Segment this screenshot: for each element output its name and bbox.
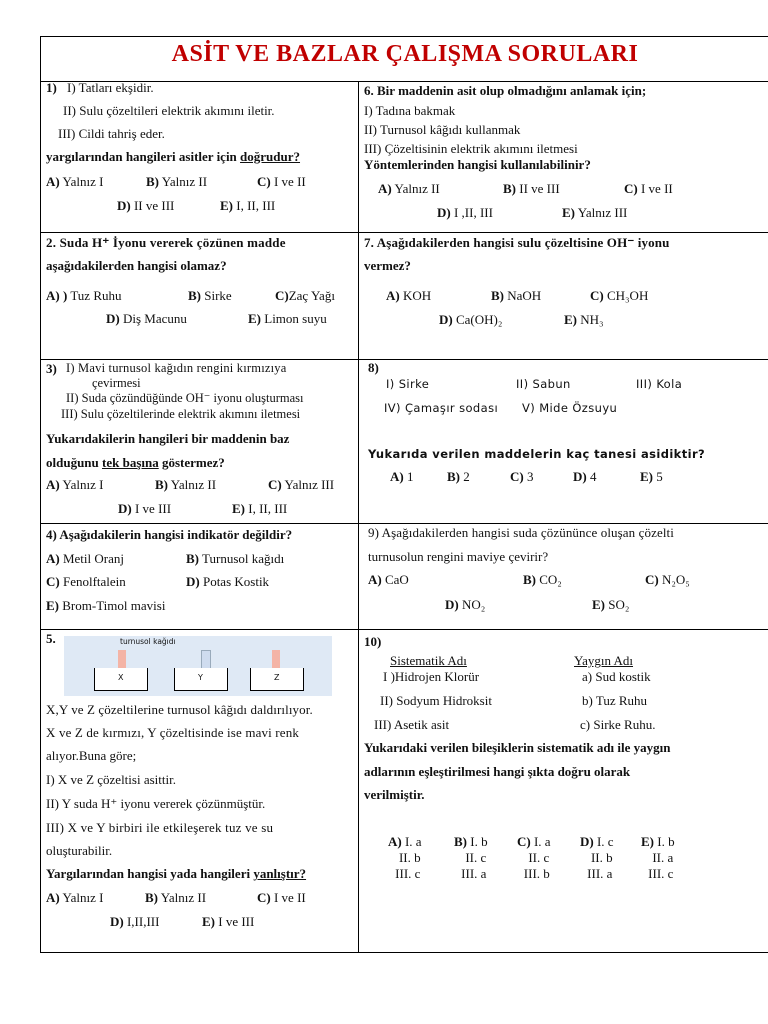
question-number: 5. xyxy=(46,631,56,646)
option-b[interactable]: B) Yalnız II xyxy=(145,890,207,905)
option-b[interactable]: B) CO₂ xyxy=(523,572,562,587)
question-stem: 7. Aşağıdakilerden hangisi sulu çözeltisine OH⁻ iyonu xyxy=(364,235,670,250)
option-c[interactable]: C) I. a II. c III. b xyxy=(517,834,551,881)
option-c[interactable]: C)Zaç Yağı xyxy=(275,288,335,303)
option-d[interactable]: D) I ,II, III xyxy=(437,205,493,220)
option-d[interactable]: D) Ca(OH)₂ xyxy=(439,312,503,327)
option-c[interactable]: C) N₂O₅ xyxy=(645,572,690,587)
option-e[interactable]: E) Yalnız III xyxy=(562,205,628,220)
question-stem: 9) Aşağıdakilerden hangisi suda çözününce oluşan çözelti xyxy=(368,525,674,540)
option-d[interactable]: D) II ve III xyxy=(117,198,175,213)
option-a[interactable]: A) Yalnız I xyxy=(46,174,104,189)
systematic-name-2: II) Sodyum Hidroksit xyxy=(380,693,492,708)
option-e[interactable]: E) I ve III xyxy=(202,914,255,929)
statement-1: I) X ve Z çözeltisi asittir. xyxy=(46,772,176,787)
item-3: III) Kola xyxy=(636,377,683,391)
question-stem-line-2: olduğunu tek başına göstermez? xyxy=(46,455,225,470)
litmus-diagram xyxy=(64,636,332,696)
question-number: 8) xyxy=(368,360,379,375)
statement-3: III) Çözeltisinin elektrik akımını iletmesi xyxy=(364,141,578,156)
statement-1: I) Mavi turnusol kağıdın rengini kırmızıya xyxy=(66,361,287,375)
page-title: ASİT VE BAZLAR ÇALIŞMA SORULARI xyxy=(41,37,768,82)
beaker-label: Z xyxy=(274,673,280,682)
item-1: I) Sirke xyxy=(386,377,430,391)
question-stem-line-2: aşağıdakilerden hangisi olamaz? xyxy=(46,258,227,273)
column-header-common: Yaygın Adı xyxy=(574,653,634,668)
option-d[interactable]: D) I ve III xyxy=(118,501,172,516)
common-name-3: c) Sirke Ruhu. xyxy=(580,717,656,732)
statement-2: II) Turnusol kâğıdı kullanmak xyxy=(364,122,521,137)
option-b[interactable]: B) Yalnız II xyxy=(146,174,208,189)
statement-1: I) Tatları ekşidir. xyxy=(67,80,154,95)
statement-2: II) Y suda H⁺ iyonu vererek çözünmüştür. xyxy=(46,796,266,811)
systematic-name-1: I )Hidrojen Klorür xyxy=(383,669,480,684)
beaker-label: Y xyxy=(198,673,203,682)
option-d[interactable]: D) I. c II. b III. a xyxy=(580,834,614,881)
question-stem: 2. Suda H⁺ İyonu vererek çözünen madde xyxy=(46,235,286,250)
question-stem: 4) Aşağıdakilerin hangisi indikatör değildir? xyxy=(46,527,293,542)
statement-3: III) Cildi tahriş eder. xyxy=(58,126,165,141)
option-b[interactable]: B) 2 xyxy=(447,469,470,484)
option-b[interactable]: B) I. b II. c III. a xyxy=(454,834,488,881)
question-text: X,Y ve Z çözeltilerine turnusol kâğıdı daldırılıyor. xyxy=(46,702,313,717)
option-a[interactable]: A) Yalnız II xyxy=(378,181,440,196)
option-b[interactable]: B) Yalnız II xyxy=(155,477,217,492)
question-stem: Yukarıdaki verilen bileşiklerin sistematik adı ile yaygın xyxy=(364,740,671,755)
litmus-strip xyxy=(201,650,211,670)
option-c[interactable]: C) 3 xyxy=(510,469,534,484)
common-name-1: a) Sud kostik xyxy=(582,669,651,684)
question-number: 3) xyxy=(46,361,57,376)
option-c[interactable]: C) Yalnız III xyxy=(268,477,335,492)
statement-3: III) Sulu çözeltilerinde elektrik akımını iletmesi xyxy=(61,407,301,421)
option-c[interactable]: C) I ve II xyxy=(257,890,306,905)
option-e[interactable]: E) I, II, III xyxy=(220,198,276,213)
item-2: II) Sabun xyxy=(516,377,571,391)
option-b[interactable]: B) Turnusol kağıdı xyxy=(186,551,285,566)
question-text: X ve Z de kırmızı, Y çözeltisinde ise mavi renk xyxy=(46,725,300,740)
option-e[interactable]: E) I. b II. a III. c xyxy=(641,834,675,881)
statement-2: II) Sulu çözeltileri elektrik akımını iletir. xyxy=(63,103,275,118)
question-stem: yargılarından hangileri asitler için doğrudur? xyxy=(46,149,301,164)
question-stem-line-3: verilmiştir. xyxy=(364,787,425,802)
question-text: alıyor.Buna göre; xyxy=(46,748,137,763)
common-name-2: b) Tuz Ruhu xyxy=(582,693,648,708)
column-header-systematic: Sistematik Adı xyxy=(390,653,467,668)
question-stem-line-2: turnusolun rengini maviye çevirir? xyxy=(368,549,549,564)
option-e[interactable]: E) I, II, III xyxy=(232,501,288,516)
litmus-strip xyxy=(118,650,126,668)
option-d[interactable]: D) NO₂ xyxy=(445,597,486,612)
item-5: V) Mide Özsuyu xyxy=(522,401,618,415)
option-a[interactable]: A) CaO xyxy=(368,572,409,587)
statement-3: III) X ve Y birbiri ile etkileşerek tuz ve su xyxy=(46,820,274,835)
option-a[interactable]: A) Yalnız I xyxy=(46,477,104,492)
litmus-paper-label: turnusol kağıdı xyxy=(120,637,176,646)
question-stem: 6. Bir maddenin asit olup olmadığını anlamak için; xyxy=(364,83,647,98)
statement-2: II) Suda çözündüğünde OH⁻ iyonu oluşturması xyxy=(66,391,304,405)
question-number: 1) xyxy=(46,80,57,95)
option-c[interactable]: C) CH₃OH xyxy=(590,288,649,303)
option-b[interactable]: B) NaOH xyxy=(491,288,542,303)
option-d[interactable]: D) I,II,III xyxy=(110,914,160,929)
option-b[interactable]: B) II ve III xyxy=(503,181,560,196)
item-4: IV) Çamaşır sodası xyxy=(384,401,499,415)
question-stem-line-2: vermez? xyxy=(364,258,411,273)
option-a[interactable]: A) I. a II. b III. c xyxy=(388,834,422,881)
question-stem-line-2: adlarının eşleştirilmesi hangi şıkta doğru olarak xyxy=(364,764,631,779)
question-stem: Yukarıdakilerin hangileri bir maddenin baz xyxy=(46,431,290,446)
option-a[interactable]: A) 1 xyxy=(390,469,414,484)
question-stem-line-2: Yöntemlerinden hangisi kullanılabilinir? xyxy=(364,157,591,172)
question-stem: Yargılarından hangisi yada hangileri yanlıştır? xyxy=(46,866,307,881)
statement-1: I) Tadına bakmak xyxy=(364,103,456,118)
option-a[interactable]: A) Yalnız I xyxy=(46,890,104,905)
option-e[interactable]: E) NH₃ xyxy=(564,312,604,327)
question-stem: Yukarıda verilen maddelerin kaç tanesi asidiktir? xyxy=(368,447,706,461)
option-c[interactable]: C) Fenolftalein xyxy=(46,574,126,589)
option-e[interactable]: E) Limon suyu xyxy=(248,311,327,326)
beaker-label: X xyxy=(118,673,124,682)
option-c[interactable]: C) I ve II xyxy=(624,181,673,196)
option-b[interactable]: B) Sirke xyxy=(188,288,232,303)
question-number: 10) xyxy=(364,634,382,649)
option-a[interactable]: A) KOH xyxy=(386,288,432,303)
option-d[interactable]: D) Diş Macunu xyxy=(106,311,187,326)
systematic-name-3: III) Asetik asit xyxy=(374,717,450,732)
statement-1-cont: çevirmesi xyxy=(92,376,141,390)
option-e[interactable]: E) SO₂ xyxy=(592,597,630,612)
option-a[interactable]: A) ) Tuz Ruhu xyxy=(46,288,122,303)
litmus-strip xyxy=(272,650,280,668)
option-e[interactable]: E) Brom-Timol mavisi xyxy=(46,598,166,613)
statement-3-cont: oluşturabilir. xyxy=(46,843,113,858)
option-c[interactable]: C) I ve II xyxy=(257,174,306,189)
option-d[interactable]: D) Potas Kostik xyxy=(186,574,270,589)
option-e[interactable]: E) 5 xyxy=(640,469,663,484)
option-d[interactable]: D) 4 xyxy=(573,469,597,484)
option-a[interactable]: A) Metil Oranj xyxy=(46,551,124,566)
